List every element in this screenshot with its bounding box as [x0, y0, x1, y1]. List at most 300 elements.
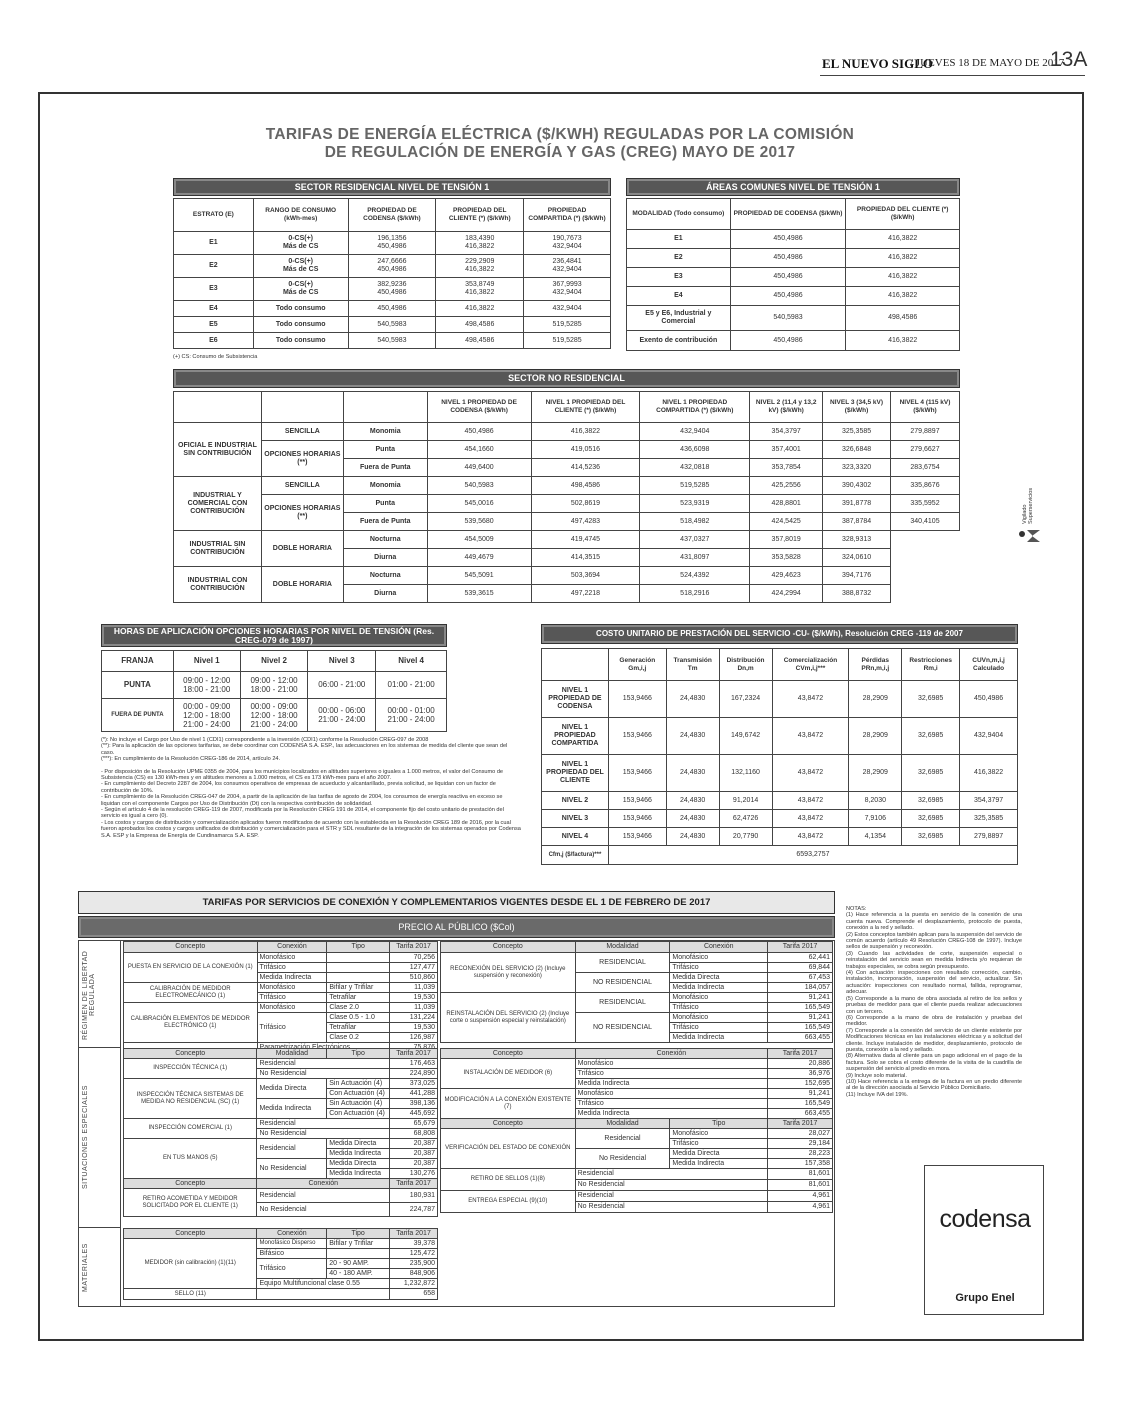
value: 65,679: [390, 1119, 438, 1129]
col-tarifa: Tarifa 2017: [768, 1119, 833, 1129]
value: 36,976: [768, 1069, 833, 1079]
option-label: Fuera de Punta: [343, 513, 427, 531]
conexion: Medida Indirecta: [670, 983, 768, 993]
grupo-enel-label: Grupo Enel: [955, 1292, 1015, 1304]
divider: [78, 1047, 120, 1048]
tipo: Tetrafilar: [327, 993, 390, 1003]
col-conexion: Conexión: [575, 1049, 768, 1059]
value: 19,530: [390, 993, 438, 1003]
estrato: E2: [174, 255, 254, 278]
value: 416,3822: [846, 249, 960, 268]
franja-punta: PUNTA: [102, 672, 174, 699]
value: 183,4390: [465, 235, 495, 242]
value: 247,6666: [377, 258, 407, 265]
value: 450,4986: [377, 266, 407, 273]
concepto: CALIBRACIÓN DE MEDIDOR ELECTROMECÁNICO (1): [124, 983, 258, 1003]
conexion-header: TARIFAS POR SERVICIOS DE CONEXIÓN Y COMPLEMENTARIOS VIGENTES DESDE EL 1 DE FEBRERO DE 2017: [78, 891, 835, 914]
option-label: Punta: [343, 495, 427, 513]
hours: 09:00 - 12:00 18:00 - 21:00: [173, 672, 240, 699]
franja-fuera: FUERA DE PUNTA: [102, 699, 174, 732]
rango: Más de CS: [282, 243, 319, 250]
value: 519,5285: [640, 477, 750, 495]
modalidad: E5 y E6, Industrial y Comercial: [627, 306, 731, 331]
value: 510,860: [390, 973, 438, 983]
option-label: Punta: [343, 441, 427, 459]
value: 1,232,872: [390, 1279, 438, 1289]
value: 43,8472: [772, 755, 849, 792]
value: 357,4001: [750, 441, 823, 459]
col-concepto: Concepto: [124, 942, 258, 953]
value: 545,0016: [427, 495, 531, 513]
col-tarifa: Tarifa 2017: [768, 942, 833, 953]
value: 497,2218: [531, 585, 640, 603]
value: 540,5983: [427, 477, 531, 495]
divider: [120, 940, 121, 1307]
side-label-especiales: SITUACIONES ESPECIALES: [82, 1085, 89, 1190]
tarifa-label: DOBLE HORARIA: [261, 531, 343, 567]
col-tipo: Tipo: [327, 1229, 390, 1239]
modalidad: No Residencial: [575, 1180, 768, 1191]
modalidad: Medida Directa: [257, 1079, 327, 1099]
value: 441,288: [390, 1089, 438, 1099]
value: 432,9404: [640, 423, 750, 441]
tipo: Bifilar y Trifilar: [327, 983, 390, 993]
tipo: Con Actuación (4): [327, 1109, 390, 1119]
option-label: Nocturna: [343, 567, 427, 585]
col-tarifa: Tarifa 2017: [390, 1229, 438, 1239]
value: 19,530: [390, 1023, 438, 1033]
modalidad: NO RESIDENCIAL: [575, 973, 670, 993]
vigilado-badge: [1018, 470, 1046, 540]
reconexion-table: [440, 941, 833, 1043]
modalidad: Exento de contribución: [627, 331, 731, 351]
tipo: Bifilar y Trifilar: [327, 1239, 390, 1249]
conexion: Monofásico: [670, 1013, 768, 1023]
col-modalidad: MODALIDAD (Todo consumo): [627, 199, 731, 230]
value: 279,8897: [891, 423, 960, 441]
value: 7,9106: [849, 810, 902, 828]
hours: 00:00 - 01:00 21:00 - 24:00: [376, 699, 447, 732]
nota: (4) Con actuación: inspecciones con resultado corrección, cambio, instalación, incorporación, suspensión del servicio, actualizar. Sin actuación: inspecciones con resultado normal, fallida, reprogramar, adecuar.: [846, 970, 1022, 996]
value: 91,241: [768, 993, 833, 1003]
modalidad: E3: [627, 268, 731, 287]
concepto: CALIBRACIÓN ELEMENTOS DE MEDIDOR ELECTRÓNICO (1): [124, 1003, 258, 1043]
conexion: Monofásico: [257, 1003, 327, 1013]
col-conexion: Conexión: [257, 1229, 327, 1239]
value: 523,9319: [640, 495, 750, 513]
modalidad: Residencial: [257, 1059, 390, 1069]
concepto: RETIRO ACOMETIDA Y MEDIDOR SOLICITADO POR EL CLIENTE (1): [124, 1189, 257, 1217]
concepto: INSTALACIÓN DE MEDIDOR (6): [441, 1059, 576, 1089]
conexion: No Residencial: [257, 1203, 390, 1217]
title-line-1: TARIFAS DE ENERGÍA ELÉCTRICA ($/KWH) REGULADAS POR LA COMISIÓN: [265, 126, 855, 143]
value: 663,455: [768, 1109, 833, 1119]
conexion: Medida Indirecta: [575, 1079, 768, 1089]
rango: 0-CS(+): [288, 258, 314, 265]
option-label: Diurna: [343, 549, 427, 567]
value: 498,4586: [436, 333, 524, 349]
notas-block: [846, 906, 1022, 1098]
value: 436,6098: [640, 441, 750, 459]
col-codensa: PROPIEDAD DE CODENSA ($/kWh): [348, 199, 436, 232]
nota: (10) Hace referencia a la entrega de la factura en un predio diferente al de la dirección asociada al Servicio Público Domiciliario.: [846, 1078, 1022, 1092]
estrato: E6: [174, 333, 254, 349]
conexion: Monofásico: [670, 993, 768, 1003]
rango: 0-CS(+): [288, 281, 314, 288]
tarifa-label: OPCIONES HORARIAS (**): [261, 495, 343, 531]
value: 416,3822: [465, 289, 495, 296]
col-perd: Pérdidas PRn,m,i,j: [849, 649, 902, 681]
col-com: Comercialización CVm,i,j***: [772, 649, 849, 681]
value: 450,4986: [960, 681, 1018, 718]
value: 91,2014: [719, 792, 772, 810]
value: 126,987: [390, 1033, 438, 1043]
group-label: INDUSTRIAL CON CONTRIBUCIÓN: [174, 567, 262, 603]
value: 325,3585: [823, 423, 891, 441]
value: 32,6985: [902, 792, 960, 810]
value: 4,961: [768, 1191, 833, 1202]
col-concepto: Concepto: [124, 1229, 257, 1239]
conexion: Monofásico: [575, 1089, 768, 1099]
value: 373,025: [390, 1079, 438, 1089]
value: 20,886: [768, 1059, 833, 1069]
value: 519,5285: [524, 333, 611, 349]
value: 382,9236: [377, 281, 407, 288]
page-number: 13A: [1050, 48, 1088, 71]
value: 29,184: [768, 1139, 833, 1149]
value: 390,4302: [823, 477, 891, 495]
noresidencial-table: [173, 391, 960, 603]
value: 153,9466: [608, 718, 666, 755]
value: 414,5236: [531, 459, 640, 477]
residencial-header: SECTOR RESIDENCIAL NIVEL DE TENSIÓN 1: [173, 178, 611, 196]
value: 340,4105: [891, 513, 960, 531]
value: 28,2909: [849, 718, 902, 755]
value: 81,601: [768, 1180, 833, 1191]
value: 335,5952: [891, 495, 960, 513]
nivel-label: NIVEL 3: [542, 810, 609, 828]
modalidad: No Residencial: [257, 1129, 390, 1139]
nota: (7) Corresponde a la conexión del servicio de un cliente existente por Modificaciones técnicas en las instalaciones eléctricas y a solicitud del cliente. Incluye instalación de medidor, desplazamiento, protocolo de puesta, conexión a la red y sellado.: [846, 1027, 1022, 1053]
value: 394,7176: [823, 567, 891, 585]
conexion: Trifásico: [670, 1023, 768, 1033]
value: 416,3822: [531, 423, 640, 441]
option-label: Fuera de Punta: [343, 459, 427, 477]
col-n2: Nivel 2: [240, 651, 308, 672]
horas-header: HORAS DE APLICACIÓN OPCIONES HORARIAS POR NIVEL DE TENSIÓN (Res. CREG-079 de 1997): [101, 624, 447, 647]
value: 428,8801: [750, 495, 823, 513]
side-label-materiales: MATERIALES: [82, 1243, 89, 1292]
modalidad: No Residencial: [575, 1202, 768, 1213]
value: 353,8749: [465, 281, 495, 288]
value: 24,4830: [666, 718, 719, 755]
col-tarifa: Tarifa 2017: [390, 942, 438, 953]
value: 323,3320: [823, 459, 891, 477]
value: 432,9404: [960, 718, 1018, 755]
especiales-right-table: [440, 1048, 833, 1213]
col-n3: NIVEL 3 (34,5 kV) ($/kWh): [823, 392, 891, 423]
conexion: Residencial: [257, 1189, 390, 1203]
value: 432,0818: [640, 459, 750, 477]
tipo: Sin Actuación (4): [327, 1079, 390, 1089]
footnote: - Los costos y cargos de distribución y comercialización aplicados fueron modificados de acuerdo con la establecida en la Resolución CREG 189 de 2016, por la cual fueron aprobados los costos y cargos unificados de distribución y comercialización para el STR y SDL resultante de la integración de los sistemas operados por Codensa S.A. ESP y la Empresa de Energía de Cundinamarca S.A. ESP.: [101, 819, 521, 839]
value: 540,5983: [730, 306, 846, 331]
value: 28,027: [768, 1129, 833, 1139]
value: 450,4986: [730, 287, 846, 306]
col-modalidad: Modalidad: [575, 942, 670, 953]
concepto: RECONEXIÓN DEL SERVICIO (2) (Incluye suspensión y reconexión): [441, 953, 576, 993]
value: 32,6985: [902, 755, 960, 792]
value: 24,4830: [666, 810, 719, 828]
value: 416,3822: [846, 268, 960, 287]
value: 387,8784: [823, 513, 891, 531]
value: 445,692: [390, 1109, 438, 1119]
nota: (6) Corresponde a la mano de obra de instalación y pruebas del medidor.: [846, 1014, 1022, 1028]
value: 454,5009: [427, 531, 531, 549]
modalidad: Residencial: [575, 1169, 768, 1180]
value: 354,3797: [960, 792, 1018, 810]
codensa-logo: codensa: [939, 1205, 1031, 1233]
conexion: Trifásico: [257, 993, 327, 1003]
value: 32,6985: [902, 681, 960, 718]
modalidad: Residencial: [575, 1191, 768, 1202]
col-modalidad: Modalidad: [257, 1049, 327, 1059]
tipo: Medida Indirecta: [327, 1169, 390, 1179]
value: 165,549: [768, 1003, 833, 1013]
modalidad: No Residencial: [257, 1159, 327, 1179]
value: 176,463: [390, 1059, 438, 1069]
tarifa-label: SENCILLA: [261, 423, 343, 441]
footnotes-left: [101, 737, 521, 839]
value: 8,2030: [849, 792, 902, 810]
value: 498,4586: [846, 306, 960, 331]
option-label: Nocturna: [343, 531, 427, 549]
value: 425,2556: [750, 477, 823, 495]
value: 24,4830: [666, 755, 719, 792]
col-n2: NIVEL 2 (11,4 y 13,2 kV) ($/kWh): [750, 392, 823, 423]
col-concepto: Concepto: [441, 1049, 576, 1059]
value: 357,8019: [750, 531, 823, 549]
value: 388,8732: [823, 585, 891, 603]
value: 663,455: [768, 1033, 833, 1043]
value: 153,9466: [608, 755, 666, 792]
value: 20,7790: [719, 828, 772, 846]
concepto: VERIFICACIÓN DEL ESTADO DE CONEXIÓN: [441, 1129, 576, 1169]
modalidad: Residencial: [575, 1129, 670, 1149]
nota: (8) Alternativa dada al cliente para un pago adicional en el pago de la factura. Solo se cobra el costo diferente de la visita de la cuadrilla de suspensión del servicio al predio en mora.: [846, 1053, 1022, 1073]
value: 165,549: [768, 1023, 833, 1033]
value: 353,7854: [750, 459, 823, 477]
value: 354,3797: [750, 423, 823, 441]
conexion: Bifásico: [257, 1249, 327, 1259]
value: 518,4982: [640, 513, 750, 531]
value: 165,549: [768, 1099, 833, 1109]
nota: (2) Estos conceptos también aplican para la suspensión del servicio de común acuerdo (artículo 49 Resolución CREG-108 de 1997). Incluye sellos de suspensión y reconexión.: [846, 931, 1022, 951]
value: 190,7673: [552, 235, 582, 242]
nivel-label: NIVEL 1 PROPIEDAD DE CODENSA: [542, 681, 609, 718]
value: 157,358: [768, 1159, 833, 1169]
footnote: - Por disposición de la Resolución UPME 0355 de 2004, para los municipios localizados en altitudes superiores o iguales a 1.000 metros, el valor del Consumo de Subsistencia (CS) es 130 kWh-mes y en altitudes menores a 1.000 metros, el CS es 173 kWh-mes para el año 2007.: [101, 768, 504, 782]
value: 416,3822: [846, 287, 960, 306]
col-n4: Nivel 4: [376, 651, 447, 672]
value: 70,256: [390, 953, 438, 963]
value: 81,601: [768, 1169, 833, 1180]
modalidad: E1: [627, 230, 731, 249]
concepto: REINSTALACIÓN DEL SERVICIO (2) (Incluye corte o suspensión especial y reinstalación): [441, 993, 576, 1043]
nivel-label: NIVEL 1 PROPIEDAD DEL CLIENTE: [542, 755, 609, 792]
value: 43,8472: [772, 792, 849, 810]
col-n1-compartida: NIVEL 1 PROPIEDAD COMPARTIDA (*) ($/kWh): [640, 392, 750, 423]
tipo: 40 - 180 AMP.: [327, 1269, 390, 1279]
value: 416,3822: [960, 755, 1018, 792]
value: 848,906: [390, 1269, 438, 1279]
noresidencial-header: SECTOR NO RESIDENCIAL: [173, 369, 960, 388]
value: 391,8778: [823, 495, 891, 513]
cfm-label: Cfm,j ($/factura)***: [542, 846, 609, 865]
conexion: Monofásico: [257, 983, 327, 993]
divider: [78, 1227, 120, 1228]
col-cliente: PROPIEDAD DEL CLIENTE (*) ($/kWh): [846, 199, 960, 230]
concepto: PUESTA EN SERVICIO DE LA CONEXIÓN (1): [124, 953, 258, 983]
value: 24,4830: [666, 828, 719, 846]
conexion: Medida Indirecta: [575, 1109, 768, 1119]
value: 539,5680: [427, 513, 531, 531]
nota: (3) Cuando las actividades de corte, suspensión especial o reinstalación del servicio sean en medida Indirecta y/o requieran de trabajos especiales, se cobra según presupuesto.: [846, 950, 1022, 970]
nota: (11) Incluye IVA del 19%.: [846, 1091, 908, 1098]
cfm-value: 6593,2757: [608, 846, 1017, 865]
tipo: Con Actuación (4): [327, 1089, 390, 1099]
value: 450,4986: [427, 423, 531, 441]
value: 167,2324: [719, 681, 772, 718]
value: 4,1354: [849, 828, 902, 846]
option-label: Diurna: [343, 585, 427, 603]
value: 335,8676: [891, 477, 960, 495]
col-tipo: Tipo: [327, 1049, 390, 1059]
issue-date: / JUEVES 18 DE MAYO DE 2017: [910, 57, 1065, 69]
side-label-regimen: RÉGIMEN DE LIBERTAD REGULADA: [82, 950, 96, 1040]
option-label: Monomia: [343, 423, 427, 441]
value: 450,4986: [377, 289, 407, 296]
modalidad: E2: [627, 249, 731, 268]
col-gen: Generación Gm,i,j: [608, 649, 666, 681]
col-cliente: PROPIEDAD DEL CLIENTE (*) ($/kWh): [436, 199, 524, 232]
col-concepto: Concepto: [441, 942, 576, 953]
rango: Todo consumo: [253, 317, 348, 333]
value: 367,9993: [552, 281, 582, 288]
tarifa-label: DOBLE HORARIA: [261, 567, 343, 603]
value: 432,9404: [552, 243, 582, 250]
value: 416,3822: [846, 331, 960, 351]
value: 414,3515: [531, 549, 640, 567]
footnote: - Según el artículo 4 de la resolución CREG-119 de 2007, modificada por la Resolución CREG 191 de 2014, el componente fijo del costo unitario de prestación del servicio es igual a cero (0).: [101, 807, 504, 820]
value: 545,5091: [427, 567, 531, 585]
value: 419,4745: [531, 531, 640, 549]
value: 658: [390, 1289, 438, 1300]
areas-header: ÁREAS COMUNES NIVEL DE TENSIÓN 1: [626, 178, 960, 196]
col-dist: Distribución Dn,m: [719, 649, 772, 681]
value: 127,477: [390, 963, 438, 973]
footnote: (**): Para la aplicación de las opciones tarifarias, se debe coordinar con CODENSA S.A. ESP., las adecuaciones en los sistemas de medida del cliente que sean del caso.: [101, 743, 508, 756]
value: 283,6754: [891, 459, 960, 477]
hours: 00:00 - 06:00 21:00 - 24:00: [308, 699, 376, 732]
conexion: Medida Indirecta: [257, 973, 327, 983]
value: 279,6627: [891, 441, 960, 459]
value: 450,4986: [377, 243, 407, 250]
value: 20,387: [390, 1159, 438, 1169]
value: 450,4986: [730, 331, 846, 351]
value: 449,6400: [427, 459, 531, 477]
value: 28,2909: [849, 755, 902, 792]
estrato: E4: [174, 301, 254, 317]
tipo: Trifásico: [670, 1139, 768, 1149]
value: 184,057: [768, 983, 833, 993]
tipo: Medida Directa: [327, 1139, 390, 1149]
nota-title: NOTAS:: [846, 906, 867, 912]
nivel-label: NIVEL 2: [542, 792, 609, 810]
value: 450,4986: [348, 301, 436, 317]
superservicios-logo-icon: [1018, 526, 1044, 544]
conexion: Monofásico Disperso: [257, 1239, 327, 1249]
concepto: INSPECCIÓN COMERCIAL (1): [124, 1119, 257, 1139]
value: 450,4986: [730, 268, 846, 287]
value: 398,136: [390, 1099, 438, 1109]
value: 32,6985: [902, 718, 960, 755]
conexion: Trifásico: [670, 1003, 768, 1013]
value: 149,6742: [719, 718, 772, 755]
estrato: E5: [174, 317, 254, 333]
conexion: Equipo Multifuncional clase 0.55: [257, 1279, 390, 1289]
concepto: MEDIDOR (sin calibración) (1)(11): [124, 1239, 257, 1289]
nivel-label: NIVEL 4: [542, 828, 609, 846]
tipo: Sin Actuación (4): [327, 1099, 390, 1109]
conexion: Trifásico: [257, 963, 327, 973]
value: 539,3615: [427, 585, 531, 603]
conexion: Trifásico: [257, 1013, 327, 1043]
col-tarifa: Tarifa 2017: [768, 1049, 833, 1059]
conexion: Medida Indirecta: [670, 1033, 768, 1043]
value: 429,4623: [750, 567, 823, 585]
modalidad: RESIDENCIAL: [575, 993, 670, 1013]
col-tipo: Tipo: [670, 1119, 768, 1129]
conexion: Parametrización Electrónicos: [257, 1043, 390, 1053]
group-label: INDUSTRIAL Y COMERCIAL CON CONTRIBUCIÓN: [174, 477, 262, 531]
group-label: OFICIAL E INDUSTRIAL SIN CONTRIBUCIÓN: [174, 423, 262, 477]
masthead-rule: [820, 75, 1085, 76]
value: 180,931: [390, 1189, 438, 1203]
concepto: INSPECCIÓN TÉCNICA (1): [124, 1059, 257, 1079]
value: 416,3822: [465, 243, 495, 250]
col-tarifa: Tarifa 2017: [390, 1179, 438, 1189]
col-concepto: Concepto: [441, 1119, 576, 1129]
rango: Todo consumo: [253, 301, 348, 317]
footnote: (*): No incluye el Cargo por Uso de nivel 1 (CDI1) correspondiente a la inversión (CDI1) conforme la Resolución CREG-097 de 2008: [101, 737, 429, 743]
value: 131,224: [390, 1013, 438, 1023]
vigilado-text: Vigilado Superservicios: [1022, 487, 1034, 524]
col-n3: Nivel 3: [308, 651, 376, 672]
regimen-table: [123, 941, 438, 1053]
conexion: Trifásico: [670, 963, 768, 973]
nivel-label: NIVEL 1 PROPIEDAD COMPARTIDA: [542, 718, 609, 755]
value: 224,890: [390, 1069, 438, 1079]
residencial-footnote: (+) CS: Consumo de Subsistencia: [173, 354, 258, 360]
nota: (5) Corresponde a la mano de obra asociada al retiro de los sellos y pruebas de medidor para que el cliente pueda realizar adecuaciones con un tercero.: [846, 995, 1022, 1015]
value: 518,2916: [640, 585, 750, 603]
value: 229,2909: [465, 258, 495, 265]
col-conexion: Conexión: [257, 1179, 390, 1189]
tarifa-label: OPCIONES HORARIAS (**): [261, 441, 343, 477]
value: 130,276: [390, 1169, 438, 1179]
modalidad: E4: [627, 287, 731, 306]
